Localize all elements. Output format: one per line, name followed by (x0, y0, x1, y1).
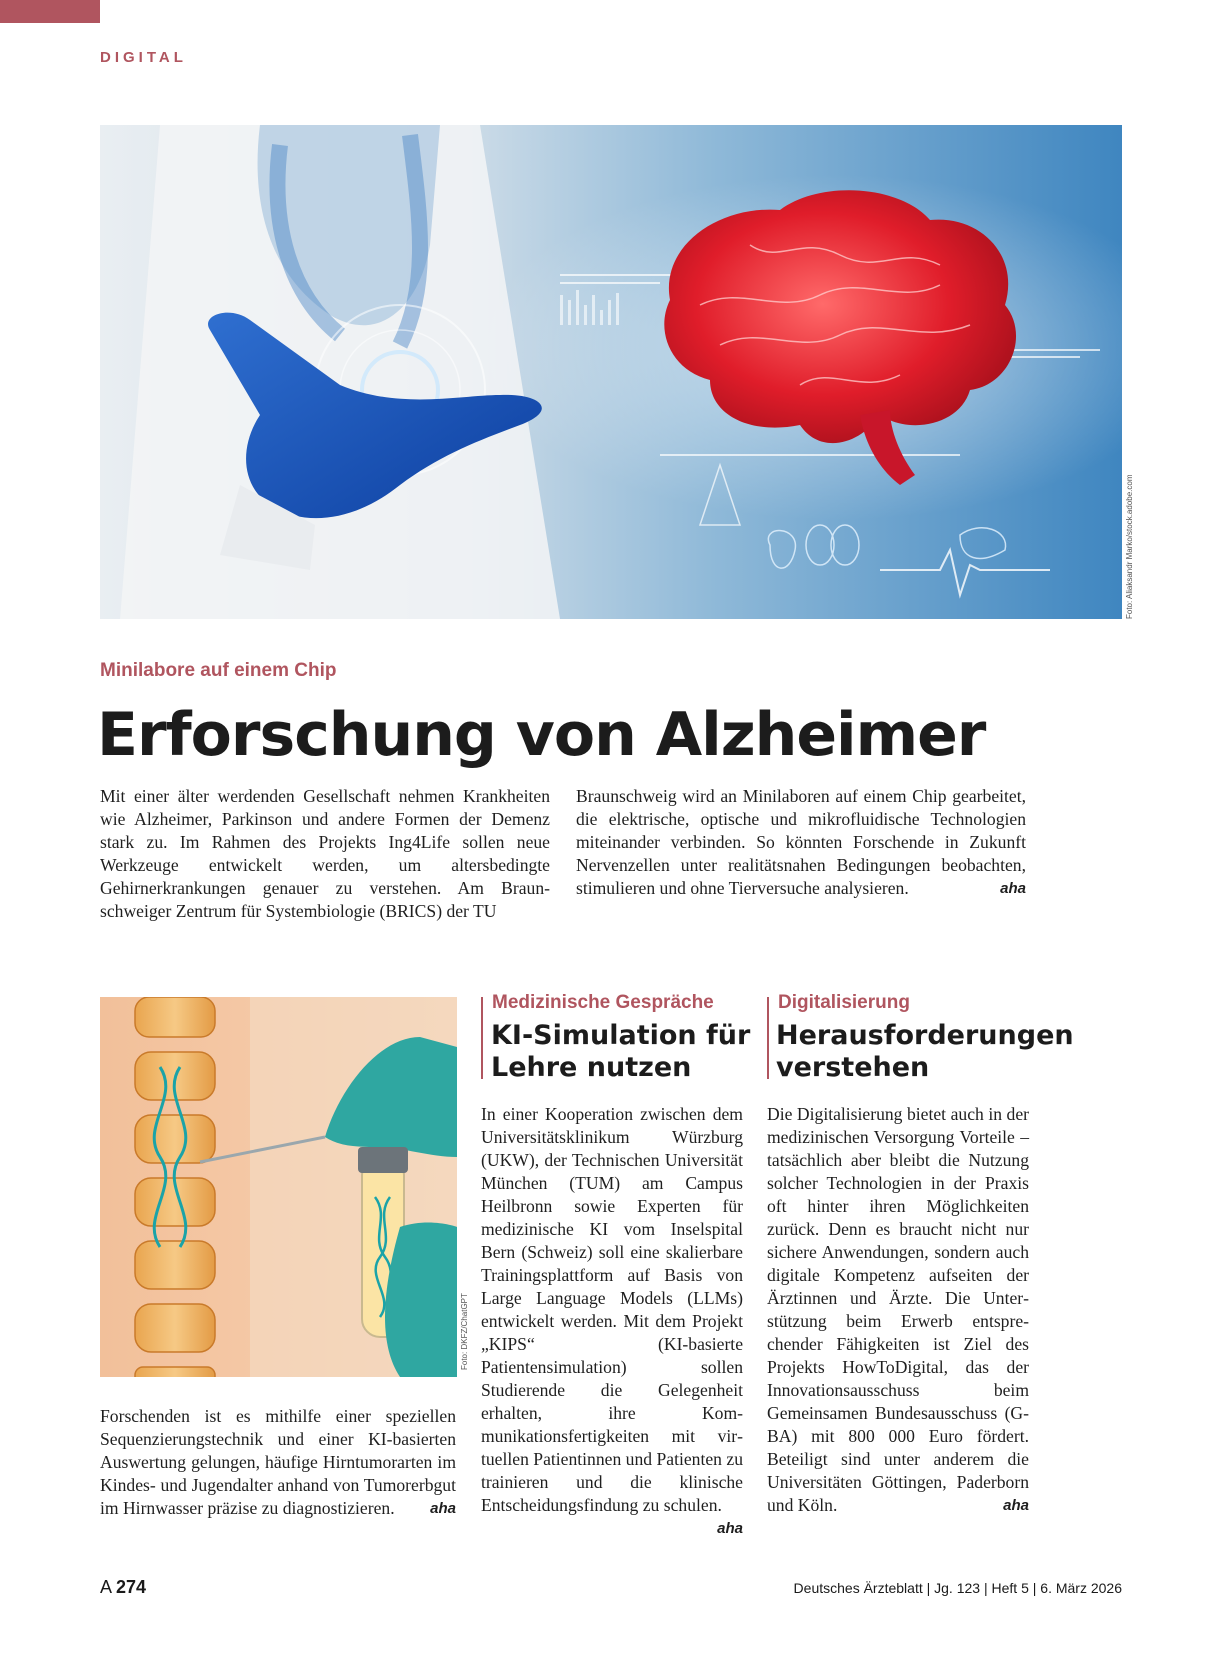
tumor-item-signature: aha (430, 1500, 456, 1517)
hero-image (100, 125, 1122, 619)
ki-article-title-line1: KI-Simulation für (491, 1020, 751, 1051)
digital-article-rule (767, 997, 769, 1079)
digital-article-body: Die Digitalisierung bietet auch in der medizinischen Versorgung Vorteile – tatsächlich aber bleibt die Nutzung solcher Technologien in der Praxis oft hinter ihren Möglichkeiten zurück. Denn es braucht nicht nur sichere Anwendungen, sondern auch digitale Kompetenz aufseiten der Ärztinnen und Ärzte. Die Unterstützung beim Erwerb entsprechender Fähigkeiten ist Ziel des Projekts HowToDigital, das der Innovationsausschuss beim Gemeinsamen Bundesausschuss (G-BA) mit 800 000 Euro fördert. Beteiligt sind unter anderem die Universitäten Göttingen, Paderborn und Köln. (767, 1104, 1029, 1515)
digital-article-signature: aha (1003, 1497, 1029, 1514)
journal-issue: Heft 5 (991, 1580, 1029, 1596)
ki-article-kicker: Medizinische Gespräche (492, 992, 714, 1013)
journal-volume: Jg. 123 (934, 1580, 981, 1596)
hero-illustration (100, 125, 1122, 619)
main-article-col2-text: Braunschweig wird an Minilaboren auf einem Chip gearbeitet, die elektrische, optische und mikrofluidische Technologien miteinander verbinden. So könnten Forschende in Zukunft Nervenzellen unter realitätsnahen Bedingungen beobachten, stimulieren und ohne Tierversuche analysieren. (576, 786, 1026, 898)
journal-date: 6. März 2026 (1040, 1580, 1122, 1596)
digital-article-title-line1: Herausforderungen (776, 1020, 1074, 1051)
ki-article-rule (481, 997, 483, 1079)
tumor-illustration (100, 997, 457, 1377)
ki-article-title-line2: Lehre nutzen (491, 1052, 692, 1083)
ki-article-signature: aha (717, 1520, 743, 1537)
tumor-item-body: Forschenden ist es mithilfe einer speziellen Sequenzierungstechnik und einer KI-basierten Auswertung gelungen, häufige Hirntumorarten im Kindes- und Jugendalter anhand von Tumorerbgut im Hirnwasser präzise zu diagnostizieren. (100, 1406, 456, 1518)
digital-article-title-line2: verstehen (776, 1052, 930, 1083)
page-prefix: A (100, 1577, 112, 1597)
ki-article-text (481, 1103, 743, 1540)
section-label: DIGITAL (100, 49, 187, 66)
ki-article-title (491, 1020, 750, 1084)
hero-photo-credit: Foto: Aliaksandr Marko/stock.adobe.com (1125, 474, 1134, 619)
journal-info: Deutsches Ärzteblatt | Jg. 123 | Heft 5 | 6. März 2026 (793, 1580, 1122, 1596)
ki-article-body: In einer Kooperation zwischen dem Universitätsklinikum Würzburg (UKW), der Technischen Universität München (TUM) am Campus Heilbronn sowie Experten für medizinische KI vom Inselspital Bern (Schweiz) soll eine skalierbare Trainingsplattform auf Basis von Large Language Models (LLMs) entwickelt werden. Mit dem Projekt „KIPS“ (KI-basierte Patientensimulation) sollen Studierende die Gelegenheit erhalten, ihre Kommunikationsfertigkeiten mit virtuellen Patientinnen und Patienten zu trainieren und die klinische Entscheidungsfindung zu schulen. (481, 1104, 743, 1515)
digital-article-text (767, 1103, 1029, 1517)
digital-article-title (776, 1020, 1074, 1084)
main-article-col1: Mit einer älter werdenden Gesellschaft nehmen Krankheiten wie Alzheimer, Parkinson und andere Formen der Demenz stark zu. Im Rahmen des Projekts Ing4Life sollen neue Werkzeuge entwickelt werden, um altersbedingte Gehirnerkrankungen genauer zu verstehen. Am Braunschweiger Zentrum für Systembiologie (BRICS) der TU (100, 786, 550, 921)
main-article-title: Erforschung von Alzheimer (97, 700, 986, 770)
accent-bar (0, 0, 100, 23)
spine-sample-illustration (100, 997, 457, 1377)
main-article-signature: aha (1000, 880, 1026, 897)
tumor-item-text (100, 1405, 456, 1520)
page-number-value: 274 (116, 1577, 147, 1597)
main-article-col2 (576, 785, 1026, 900)
tumor-photo-credit: Foto: DKFZ/ChatGPT (460, 1293, 469, 1370)
main-article-kicker: Minilabore auf einem Chip (100, 660, 337, 681)
journal-name: Deutsches Ärzteblatt (793, 1580, 923, 1596)
digital-article-kicker: Digitalisierung (778, 992, 910, 1013)
page-number (100, 1577, 146, 1598)
